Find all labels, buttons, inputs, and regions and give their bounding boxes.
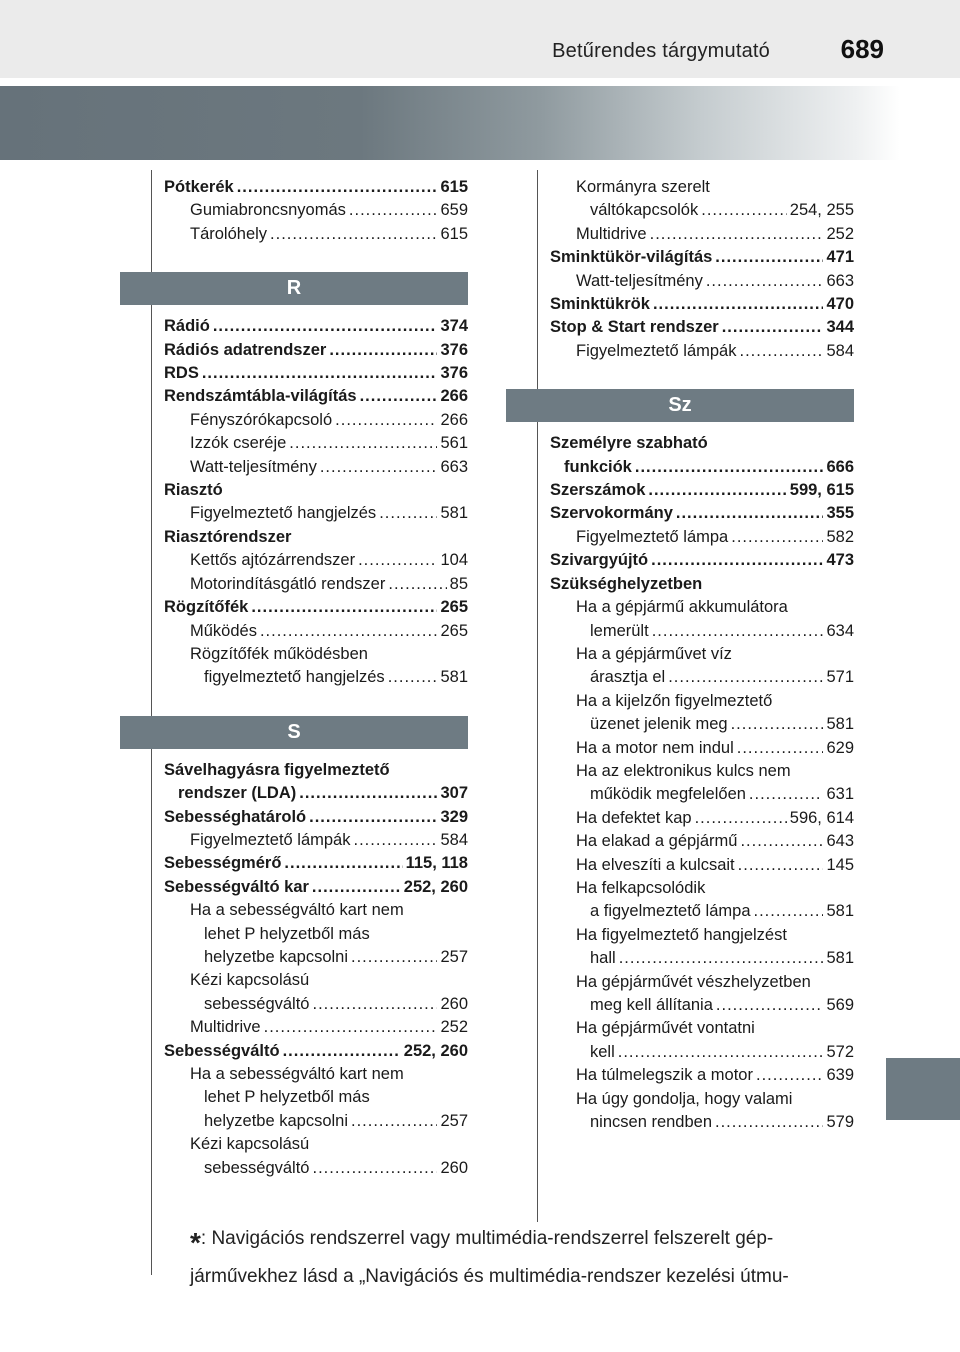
index-entry-term: Figyelmeztető lámpa (576, 527, 729, 546)
index-entry (164, 829, 468, 852)
index-entry-term: Ha a kijelzőn figyelmeztető (576, 691, 773, 710)
index-entry-page: 376 (440, 340, 468, 359)
index-entry (164, 946, 468, 969)
index-entry-page: 85 (449, 574, 468, 593)
index-entry (164, 643, 468, 666)
index-entry (164, 315, 468, 338)
index-entry-term: Ha a gépjárművet víz (576, 644, 732, 663)
index-entry-term: Riasztórendszer (164, 527, 292, 546)
index-entry-term: Gumiabroncsnyomás (190, 201, 346, 220)
index-entry (164, 666, 468, 689)
index-entry-term: Ha túlmelegszik a motor (576, 1066, 753, 1085)
dot-leader (756, 1064, 823, 1087)
index-entry-term: Rögzítőfék működésben (190, 644, 368, 663)
index-entry (550, 432, 854, 455)
index-entry-term: Sebességhatároló (164, 807, 307, 826)
index-entry (550, 502, 854, 525)
index-entry (550, 573, 854, 596)
index-entry (550, 877, 854, 900)
index-entry (164, 573, 468, 596)
dot-leader (388, 666, 438, 689)
index-entry-term: Motorindításgátló rendszer (190, 574, 386, 593)
index-entry-term: kell (590, 1042, 615, 1061)
index-entry-term: Ha a gépjármű akkumulátora (576, 598, 788, 617)
index-entry-term: Sminktükrök (550, 295, 650, 314)
index-entry-page: 374 (440, 317, 468, 336)
index-entry (164, 176, 468, 199)
index-entry-term: Pótkerék (164, 178, 234, 196)
index-entry (164, 362, 468, 385)
dot-leader (731, 526, 823, 549)
index-entry-term: sebességváltó (204, 994, 310, 1013)
index-entry-page: 581 (826, 902, 854, 921)
footnote-text: : Navigációs rendszerrel vagy multimédia-rendszerrel felszerelt gép-járművekhez lásd a „Navigációs és multimédia-rendszer kezelési útmu- (190, 1228, 789, 1287)
index-entry-term: Tárolóhely (190, 224, 268, 243)
index-entry (550, 1041, 854, 1064)
dot-leader (706, 270, 824, 293)
index-entry (164, 1157, 468, 1180)
page-number: 689 (840, 34, 884, 64)
index-entry (164, 1016, 468, 1039)
dot-leader (213, 315, 438, 338)
index-entry (164, 806, 468, 829)
index-entry (164, 993, 468, 1016)
dot-leader (358, 549, 437, 572)
dot-leader (283, 1040, 401, 1063)
index-entry-page: 579 (826, 1113, 854, 1132)
index-entry-term: Szerszámok (550, 481, 646, 500)
index-entry (550, 199, 854, 222)
index-entry-term: Ha felkapcsolódik (576, 878, 706, 897)
index-entry (550, 316, 854, 339)
index-entry (164, 456, 468, 479)
index-entry (164, 502, 468, 525)
index-entry-page: 561 (440, 434, 468, 453)
index-entry (164, 620, 468, 643)
index-entry-page: 584 (826, 341, 854, 360)
dot-leader (737, 737, 824, 760)
index-entry-term: RDS (164, 364, 199, 383)
index-entry-term: Multidrive (576, 224, 647, 243)
index-entry-page: 257 (440, 947, 468, 966)
index-entry-term: lehet P helyzetből más (204, 924, 370, 943)
index-entry (550, 947, 854, 970)
index-entry-page: 571 (826, 668, 854, 687)
dot-leader (270, 223, 437, 246)
index-entry-term: Szükséghelyzetben (550, 574, 703, 593)
index-entry-page: 307 (440, 784, 468, 803)
index-entry-page: 265 (440, 598, 468, 617)
dot-leader (701, 199, 787, 222)
index-entry-term: figyelmeztető hangjelzés (204, 668, 385, 687)
index-entry-page: 266 (440, 387, 468, 406)
index-entry-term: meg kell állítania (590, 996, 713, 1014)
dot-leader (309, 806, 437, 829)
index-entry (164, 1133, 468, 1156)
index-entry (550, 643, 854, 666)
index-entry-term: Stop & Start rendszer (550, 318, 719, 337)
dot-leader (351, 1110, 437, 1133)
index-entry-term: Sebességváltó kar (164, 877, 309, 896)
index-entry (550, 1064, 854, 1087)
index-entry (550, 340, 854, 363)
index-entry (550, 246, 854, 269)
index-entry-term: Személyre szabható (550, 434, 708, 453)
index-entry-term: lemerült (590, 621, 649, 640)
index-entry-term: a figyelmeztető lámpa (590, 902, 751, 921)
index-entry-page: 581 (440, 668, 468, 687)
index-entry-page: 584 (440, 830, 468, 849)
dot-leader (740, 830, 823, 853)
index-entry (550, 526, 854, 549)
index-entry (550, 223, 854, 246)
index-entry-term: Izzók cseréje (190, 434, 287, 453)
index-entry-page: 252 (826, 224, 854, 243)
index-entry-term: Ha a sebességváltó kart nem (190, 901, 404, 920)
index-entry-term: sebességváltó (204, 1158, 310, 1177)
dot-leader (731, 713, 824, 736)
dot-leader (251, 596, 437, 619)
dot-leader (349, 199, 438, 222)
index-entry (164, 223, 468, 246)
index-entry (164, 199, 468, 222)
index-entry (164, 1040, 468, 1063)
dot-leader (335, 409, 437, 432)
index-entry (550, 830, 854, 853)
index-entry-page: 257 (440, 1111, 468, 1130)
index-entry-term: Watt-teljesítmény (190, 457, 317, 476)
index-entry-page: 254, 255 (789, 201, 854, 220)
index-entry (550, 994, 854, 1017)
index-entry (550, 176, 854, 199)
dot-leader (351, 946, 437, 969)
index-entry (164, 1110, 468, 1133)
index-entry-page: 252, 260 (403, 1041, 468, 1060)
index-entry-page: 572 (826, 1042, 854, 1061)
index-entry-page: 470 (826, 295, 854, 314)
index-entry (550, 666, 854, 689)
index-entry (550, 1111, 854, 1134)
index-entry (164, 969, 468, 992)
index-entry-term: Működés (190, 621, 257, 640)
index-entry (550, 807, 854, 830)
dot-leader (320, 456, 438, 479)
index-entry-page: 260 (440, 1158, 468, 1177)
index-entry-term: Rádió (164, 317, 210, 336)
index-entry (550, 713, 854, 736)
index-column-left (164, 176, 468, 1180)
dot-leader (353, 829, 437, 852)
index-entry-term: Ha a sebességváltó kart nem (190, 1065, 404, 1083)
dot-leader (260, 620, 438, 643)
index-entry (550, 690, 854, 713)
index-entry (164, 479, 468, 502)
dot-leader (202, 362, 438, 385)
index-entry-page: 599, 615 (789, 481, 854, 500)
section-letter-bar: R (120, 272, 468, 305)
dot-leader (284, 852, 402, 875)
index-entry-term: Sebességmérő (164, 854, 282, 873)
index-entry-page: 344 (826, 318, 854, 337)
index-entry-term: helyzetbe kapcsolni (204, 1111, 349, 1130)
index-entry-page: 581 (440, 504, 468, 523)
index-entry-term: Rögzítőfék (164, 598, 249, 617)
index-entry-page: 582 (826, 527, 854, 546)
dot-leader (749, 783, 824, 806)
page-title: Betűrendes tárgymutató (552, 40, 770, 62)
index-entry (550, 1088, 854, 1111)
index-entry (550, 479, 854, 502)
index-entry-term: funkciók (564, 457, 632, 476)
index-entry (550, 549, 854, 572)
index-entry (550, 924, 854, 947)
index-entry-page: 145 (826, 855, 854, 874)
index-entry-term: Ha elakad a gépjármű (576, 832, 738, 851)
dot-leader (739, 340, 823, 363)
index-entry-term: árasztja el (590, 668, 666, 687)
index-entry-term: hall (590, 949, 616, 968)
index-entry-term: Ha gépjárművét vontatni (576, 1019, 755, 1038)
index-entry-page: 581 (826, 949, 854, 968)
index-entry-page: 615 (440, 178, 468, 196)
index-entry-page: 376 (440, 364, 468, 383)
index-entry-term: Rendszámtábla-világítás (164, 387, 357, 406)
index-entry-page: 473 (826, 551, 854, 570)
index-entry (164, 549, 468, 572)
index-entry-term: Sávelhagyásra figyelmeztető (164, 760, 390, 779)
dot-leader (715, 246, 823, 269)
index-entry (164, 596, 468, 619)
index-entry-term: Figyelmeztető lámpák (190, 830, 351, 849)
index-entry (550, 783, 854, 806)
footnote-marker: * (190, 1227, 201, 1258)
index-entry-term: Ha a motor nem indul (576, 738, 734, 757)
dot-leader (738, 854, 824, 877)
index-column-right (550, 176, 854, 1134)
index-entry-term: működik megfelelően (590, 785, 746, 804)
index-entry (550, 270, 854, 293)
dot-leader (299, 782, 437, 805)
index-entry (164, 759, 468, 782)
index-entry-page: 629 (826, 738, 854, 757)
index-entry-term: Figyelmeztető hangjelzés (190, 504, 377, 523)
index-entry-term: nincsen rendben (590, 1113, 713, 1132)
index-entry-page: 639 (826, 1066, 854, 1085)
index-entry (550, 456, 854, 479)
index-entry-term: lehet P helyzetből más (204, 1088, 370, 1107)
dot-leader (648, 479, 786, 502)
dot-leader (653, 293, 824, 316)
index-entry-page: 643 (826, 832, 854, 851)
index-entry (164, 923, 468, 946)
index-entry (164, 409, 468, 432)
index-entry-term: Kézi kapcsolású (190, 1135, 310, 1154)
index-entry-page: 663 (826, 271, 854, 290)
index-entry-page: 631 (826, 785, 854, 804)
index-entry (164, 852, 468, 875)
section-thumb-tab (886, 1058, 960, 1120)
index-entry-term: váltókapcsolók (590, 201, 699, 220)
index-entry-page: 666 (826, 457, 854, 476)
index-entry (164, 899, 468, 922)
dot-leader (329, 339, 437, 362)
dot-leader (715, 1111, 823, 1134)
index-entry-term: Ha az elektronikus kulcs nem (576, 761, 791, 780)
dot-leader (264, 1016, 438, 1039)
index-entry (164, 782, 468, 805)
index-entry-page: 659 (440, 201, 468, 220)
index-entry-term: Kormányra szerelt (576, 178, 710, 196)
index-entry-page: 104 (440, 551, 468, 570)
header-banner (0, 86, 900, 160)
dot-leader (388, 573, 446, 596)
dot-leader (635, 456, 824, 479)
footnote (190, 1222, 870, 1294)
dot-leader (668, 666, 823, 689)
index-entry (164, 526, 468, 549)
dot-leader (650, 223, 824, 246)
dot-leader (695, 807, 787, 830)
index-entry-term: rendszer (LDA) (178, 784, 297, 803)
index-entry-term: Kézi kapcsolású (190, 971, 310, 990)
index-entry-term: Szivargyújtó (550, 551, 649, 570)
index-entry (164, 385, 468, 408)
section-letter-bar: S (120, 716, 468, 749)
index-entry-page: 266 (440, 410, 468, 429)
index-entry-page: 596, 614 (789, 808, 854, 827)
index-entry-page: 569 (826, 996, 854, 1014)
index-entry-term: Sminktükör-világítás (550, 248, 713, 267)
dot-leader (313, 1157, 438, 1180)
index-entry (550, 900, 854, 923)
page-header-bar (0, 0, 960, 78)
index-entry-term: Szervokormány (550, 504, 673, 523)
index-entry-page: 329 (440, 807, 468, 826)
dot-leader (619, 947, 824, 970)
index-entry (164, 1063, 468, 1086)
index-entry-term: Multidrive (190, 1018, 261, 1037)
dot-leader (618, 1041, 824, 1064)
index-entry (550, 760, 854, 783)
dot-leader (313, 993, 438, 1016)
index-entry-term: Ha figyelmeztető hangjelzést (576, 925, 787, 944)
index-entry-page: 265 (440, 621, 468, 640)
index-entry (164, 1086, 468, 1109)
index-entry-term: Ha elveszíti a kulcsait (576, 855, 735, 874)
index-entry-page: 581 (826, 715, 854, 734)
index-entry-page: 634 (826, 621, 854, 640)
index-entry-term: Kettős ajtózárrendszer (190, 551, 356, 570)
index-entry (550, 293, 854, 316)
index-entry-term: Watt-teljesítmény (576, 271, 703, 290)
index-entry-term: helyzetbe kapcsolni (204, 947, 349, 966)
dot-leader (237, 176, 438, 199)
dot-leader (379, 502, 437, 525)
dot-leader (312, 876, 401, 899)
index-entry-page: 355 (826, 504, 854, 523)
index-entry (164, 339, 468, 362)
index-entry (164, 876, 468, 899)
index-entry (550, 620, 854, 643)
index-entry (550, 854, 854, 877)
index-entry-term: Ha gépjárművét vészhelyzetben (576, 972, 811, 991)
section-letter-bar: Sz (506, 389, 854, 422)
index-entry-page: 115, 118 (405, 854, 468, 873)
middle-column-rule (537, 170, 538, 1222)
index-entry-page: 252, 260 (403, 877, 468, 896)
dot-leader (716, 994, 824, 1017)
index-entry (550, 737, 854, 760)
index-entry (550, 971, 854, 994)
index-entry-term: Fényszórókapcsoló (190, 410, 333, 429)
index-entry-term: Riasztó (164, 481, 223, 500)
index-entry-page: 615 (440, 224, 468, 243)
dot-leader (676, 502, 824, 525)
index-entry-term: üzenet jelenik meg (590, 715, 728, 734)
dot-leader (651, 549, 823, 572)
dot-leader (722, 316, 824, 339)
index-entry-page: 252 (440, 1018, 468, 1037)
index-entry-page: 260 (440, 994, 468, 1013)
index-entry-term: Rádiós adatrendszer (164, 340, 327, 359)
index-entry-term: Ha defektet kap (576, 808, 692, 827)
dot-leader (652, 620, 824, 643)
index-entry-term: Sebességváltó (164, 1041, 280, 1060)
dot-leader (754, 900, 824, 923)
index-entry-page: 663 (440, 457, 468, 476)
index-entry (550, 596, 854, 619)
index-entry (164, 432, 468, 455)
index-entry-page: 471 (826, 248, 854, 267)
dot-leader (360, 385, 438, 408)
index-entry (550, 1017, 854, 1040)
dot-leader (289, 432, 437, 455)
index-entry-term: Figyelmeztető lámpák (576, 341, 737, 360)
index-entry-term: Ha úgy gondolja, hogy valami (576, 1089, 793, 1108)
